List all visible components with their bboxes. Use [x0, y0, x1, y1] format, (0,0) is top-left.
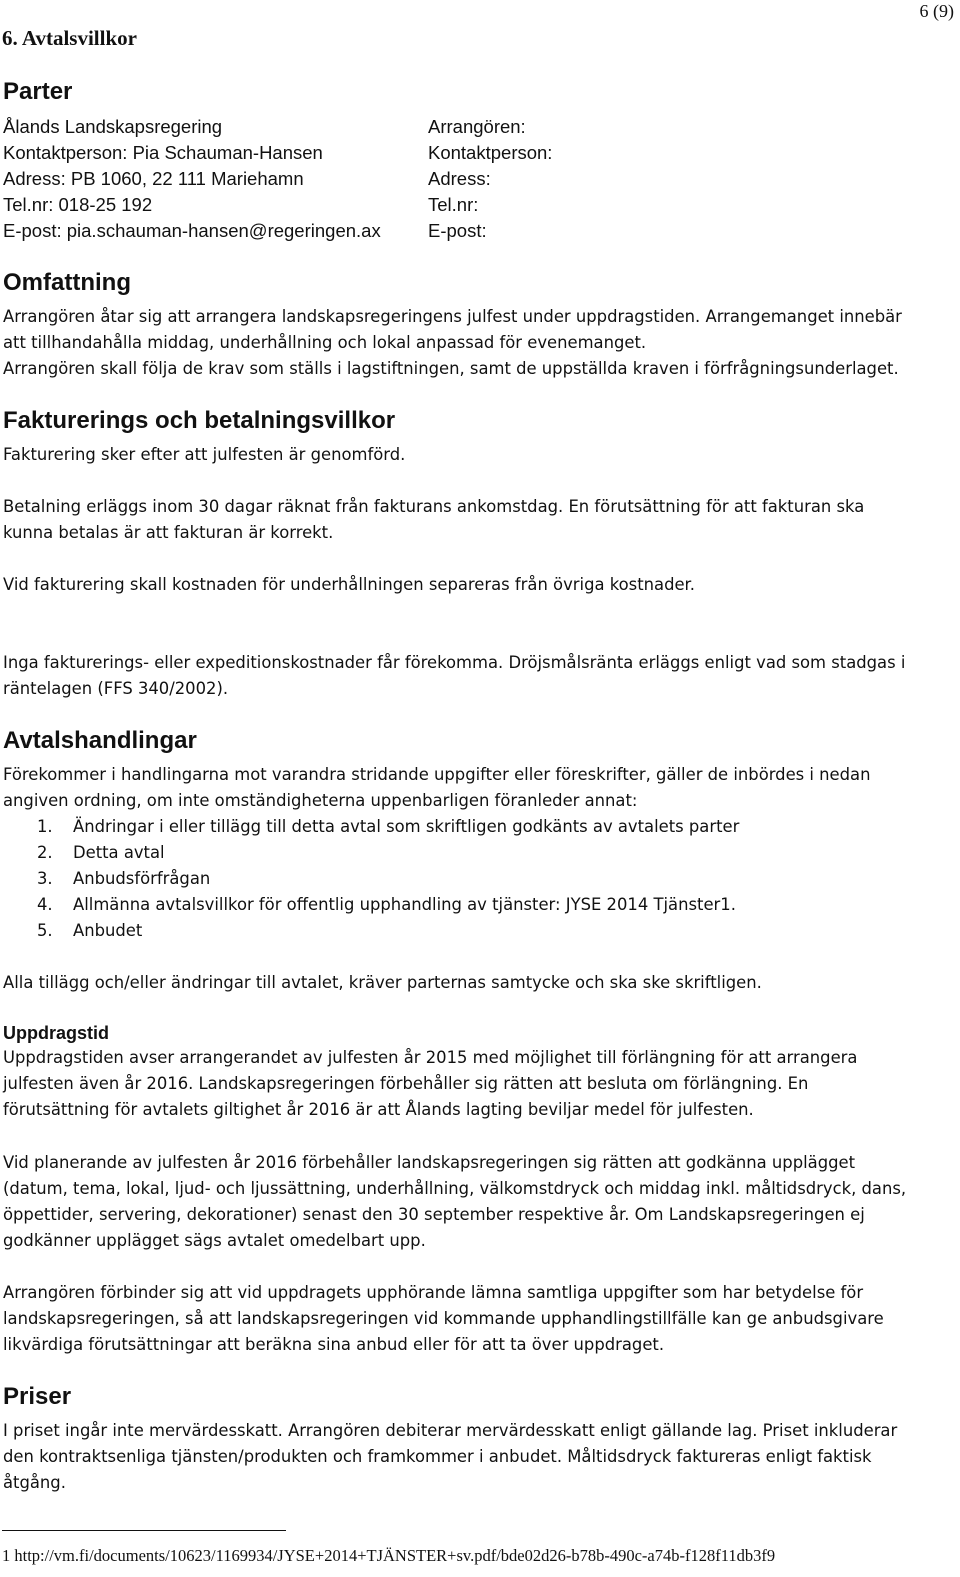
party-left-line: Tel.nr: 018-25 192: [3, 194, 153, 215]
list-item-number: 1.: [37, 817, 53, 836]
avtalshandlingar-intro-line: angiven ordning, om inte omständigheterna uppenbarligen föranleder annat:: [3, 791, 638, 810]
party-right-line: Kontaktperson:: [428, 142, 553, 163]
uppdragstid-p2-line: Vid planerande av julfesten år 2016 förbehåller landskapsregeringen sig rätten att godkänna upplägget: [3, 1153, 856, 1172]
avtalshandlingar-heading: Avtalshandlingar: [3, 727, 197, 754]
priser-line: I priset ingår inte mervärdesskatt. Arrangören debiterar mervärdesskatt enligt gällande lag. Priset inkluderar: [3, 1421, 898, 1440]
fakturering-p4-line: Inga fakturerings- eller expeditionskostnader får förekomma. Dröjsmålsränta erläggs enligt vad som stadgas i: [3, 653, 906, 672]
fakturering-p3: Vid fakturering skall kostnaden för underhållningen separeras från övriga kostnader.: [3, 575, 696, 594]
fakturering-heading: Fakturerings och betalningsvillkor: [3, 407, 396, 434]
party-left-line: Kontaktperson: Pia Schauman-Hansen: [3, 142, 323, 163]
uppdragstid-p3-line: likvärdiga förutsättningar att beräkna sina anbud eller för att ta över uppdraget.: [3, 1335, 665, 1354]
list-item: Anbudsförfrågan: [73, 869, 211, 888]
party-right-line: Adress:: [428, 168, 491, 189]
list-item: Anbudet: [73, 921, 143, 940]
omfattning-line: Arrangören åtar sig att arrangera landskapsregeringens julfest under uppdragstiden. Arrangemanget innebär: [3, 307, 902, 326]
uppdragstid-p2-line: godkänner upplägget sägs avtalet omedelbart upp.: [3, 1231, 426, 1250]
parter-heading: Parter: [3, 78, 73, 105]
fakturering-p2-line: kunna betalas är att fakturan är korrekt.: [3, 523, 334, 542]
party-right-line: E-post:: [428, 220, 487, 241]
uppdragstid-p3-line: Arrangören förbinder sig att vid uppdragets upphörande lämna samtliga uppgifter som har betydelse för: [3, 1283, 864, 1302]
party-right-line: Arrangören:: [428, 116, 526, 137]
page-number: 6 (9): [919, 1, 954, 21]
omfattning-line: Arrangören skall följa de krav som ställs i lagstiftningen, samt de uppställda kraven i förfrågningsunderlaget.: [3, 359, 899, 378]
list-item-number: 3.: [37, 869, 53, 888]
uppdragstid-p2-line: (datum, tema, lokal, ljud- och ljussättning, underhållning, välkomstdryck och middag inkl. måltidsdryck, dans,: [3, 1179, 907, 1198]
footnote-link[interactable]: 1 http://vm.fi/documents/10623/1169934/JYSE+2014+TJÄNSTER+sv.pdf/bde02d26-b78b-490c-a74b-f128f11db3f9: [2, 1546, 776, 1565]
fakturering-p4-line: räntelagen (FFS 340/2002).: [3, 679, 229, 698]
list-item-number: 5.: [37, 921, 53, 940]
uppdragstid-p1-line: Uppdragstiden avser arrangerandet av julfesten år 2015 med möjlighet till förlängning för att arrangera: [3, 1048, 858, 1067]
list-item-number: 4.: [37, 895, 53, 914]
party-left-line: Ålands Landskapsregering: [3, 116, 223, 137]
priser-heading: Priser: [3, 1383, 72, 1410]
section-title: 6. Avtalsvillkor: [2, 26, 137, 50]
party-right-line: Tel.nr:: [428, 194, 479, 215]
uppdragstid-heading: Uppdragstid: [3, 1023, 109, 1043]
priser-line: den kontraktsenliga tjänsten/produkten och framkommer i anbudet. Måltidsdryck faktureras enligt faktisk: [3, 1447, 872, 1466]
list-item: Ändringar i eller tillägg till detta avtal som skriftligen godkänts av avtalets parter: [73, 817, 740, 836]
priser-line: åtgång.: [3, 1473, 66, 1492]
party-left-line: Adress: PB 1060, 22 111 Mariehamn: [3, 168, 304, 189]
uppdragstid-p1-line: julfesten även år 2016. Landskapsregeringen förbehåller sig rätten att besluta om förlängning. En: [3, 1074, 809, 1093]
avtalshandlingar-closing: Alla tillägg och/eller ändringar till avtalet, kräver parternas samtycke och ska ske skriftligen.: [3, 973, 762, 992]
footnote-divider: [2, 1530, 286, 1531]
list-item-number: 2.: [37, 843, 53, 862]
uppdragstid-p2-line: öppettider, servering, dekorationer) senast den 30 september respektive år. Om Landskapsregeringen ej: [3, 1205, 865, 1224]
uppdragstid-p1-line: förutsättning för avtalets giltighet år 2016 är att Ålands lagting beviljar medel för julfesten.: [3, 1100, 754, 1119]
omfattning-line: att tillhandahålla middag, underhållning och lokal anpassad för evenemanget.: [3, 333, 647, 352]
fakturering-p1: Fakturering sker efter att julfesten är genomförd.: [3, 445, 406, 464]
avtalshandlingar-intro-line: Förekommer i handlingarna mot varandra stridande uppgifter eller föreskrifter, gäller de inbördes i nedan: [3, 765, 871, 784]
list-item: Detta avtal: [73, 843, 165, 862]
party-left-line: E-post: pia.schauman-hansen@regeringen.ax: [3, 220, 381, 241]
list-item: Allmänna avtalsvillkor för offentlig upphandling av tjänster: JYSE 2014 Tjänster1.: [73, 895, 736, 914]
uppdragstid-p3-line: landskapsregeringen, så att landskapsregeringen vid kommande upphandlingstillfälle kan ge anbudsgivare: [3, 1309, 884, 1328]
omfattning-heading: Omfattning: [3, 269, 131, 296]
fakturering-p2-line: Betalning erläggs inom 30 dagar räknat från fakturans ankomstdag. En förutsättning för att fakturan ska: [3, 497, 865, 516]
